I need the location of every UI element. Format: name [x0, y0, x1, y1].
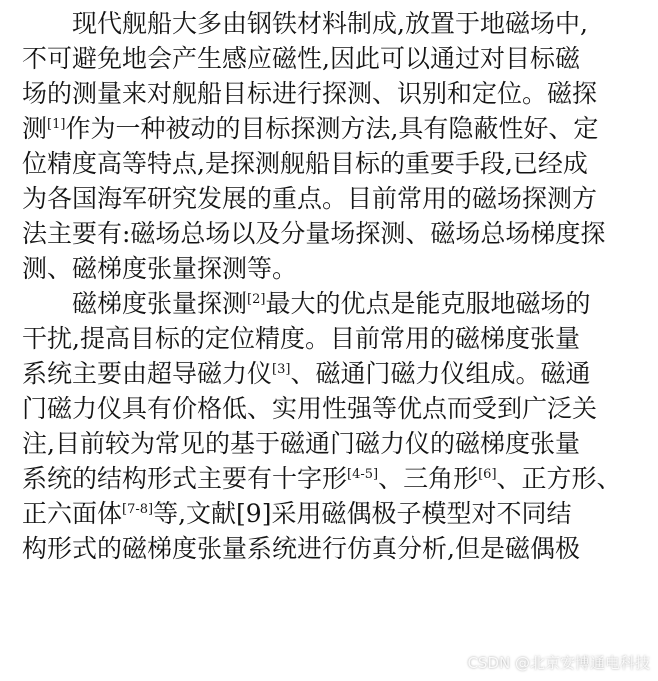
text-line [22, 321, 646, 356]
line-text: 现代舰船大多由钢铁材料制成,放置于地磁场中, [72, 9, 588, 38]
watermark: CSDN @北京安博通电科技 [467, 654, 650, 672]
line-text: 等,文献[9]采用磁偶极子模型对不同结 [153, 499, 572, 528]
line-text: 最大的优点是能克服地磁场的 [265, 289, 591, 318]
text-line [22, 111, 646, 146]
paragraph-2 [22, 286, 646, 566]
line-text: 作为一种被动的目标探测方法,具有隐蔽性好、定 [65, 114, 599, 143]
line-text: 为各国海军研究发展的重点。目前常用的磁场探测方 [22, 184, 598, 213]
text-line [22, 76, 646, 111]
text-line [22, 216, 646, 251]
citation-superscript: [6] [478, 467, 497, 482]
text-line [22, 146, 646, 181]
text-line [22, 496, 646, 531]
line-text: 测 [22, 114, 48, 143]
text-line [22, 461, 646, 496]
line-text: 、正方形、 [496, 464, 622, 493]
text-line [22, 356, 646, 391]
line-text: 磁梯度张量探测 [72, 289, 248, 318]
citation-superscript: [1] [47, 117, 66, 132]
line-text: 、磁通门磁力仪组成。磁通 [290, 359, 591, 388]
text-line [22, 531, 646, 566]
line-text: 干扰,提高目标的定位精度。目前常用的磁梯度张量 [22, 324, 580, 353]
line-text: 门磁力仪具有价格低、实用性强等优点而受到广泛关 [22, 394, 598, 423]
text-line [22, 391, 646, 426]
citation-superscript: [7-8] [122, 502, 154, 517]
line-text: 不可避免地会产生感应磁性,因此可以通过对目标磁 [22, 44, 580, 73]
text-line [22, 6, 646, 41]
text-line [22, 41, 646, 76]
text-line [22, 426, 646, 461]
line-text: 系统的结构形式主要有十字形 [22, 464, 348, 493]
line-text: 正六面体 [22, 499, 123, 528]
line-text: 系统主要由超导磁力仪 [22, 359, 273, 388]
line-text: 场的测量来对舰船目标进行探测、识别和定位。磁探 [22, 79, 598, 108]
line-text: 测、磁梯度张量探测等。 [22, 254, 298, 283]
line-text: 注,目前较为常见的基于磁通门磁力仪的磁梯度张量 [22, 429, 580, 458]
line-text: 位精度高等特点,是探测舰船目标的重要手段,已经成 [22, 149, 588, 178]
text-line [22, 181, 646, 216]
line-text: 构形式的磁梯度张量系统进行仿真分析,但是磁偶极 [22, 534, 580, 563]
line-text: 、三角形 [378, 464, 479, 493]
text-line [22, 286, 646, 321]
paper-text-body [22, 6, 646, 566]
text-line [22, 251, 646, 286]
citation-superscript: [2] [247, 292, 266, 307]
citation-superscript: [4-5] [347, 467, 379, 482]
citation-superscript: [3] [272, 362, 291, 377]
line-text: 法主要有:磁场总场以及分量场探测、磁场总场梯度探 [22, 219, 606, 248]
paragraph-1 [22, 6, 646, 286]
